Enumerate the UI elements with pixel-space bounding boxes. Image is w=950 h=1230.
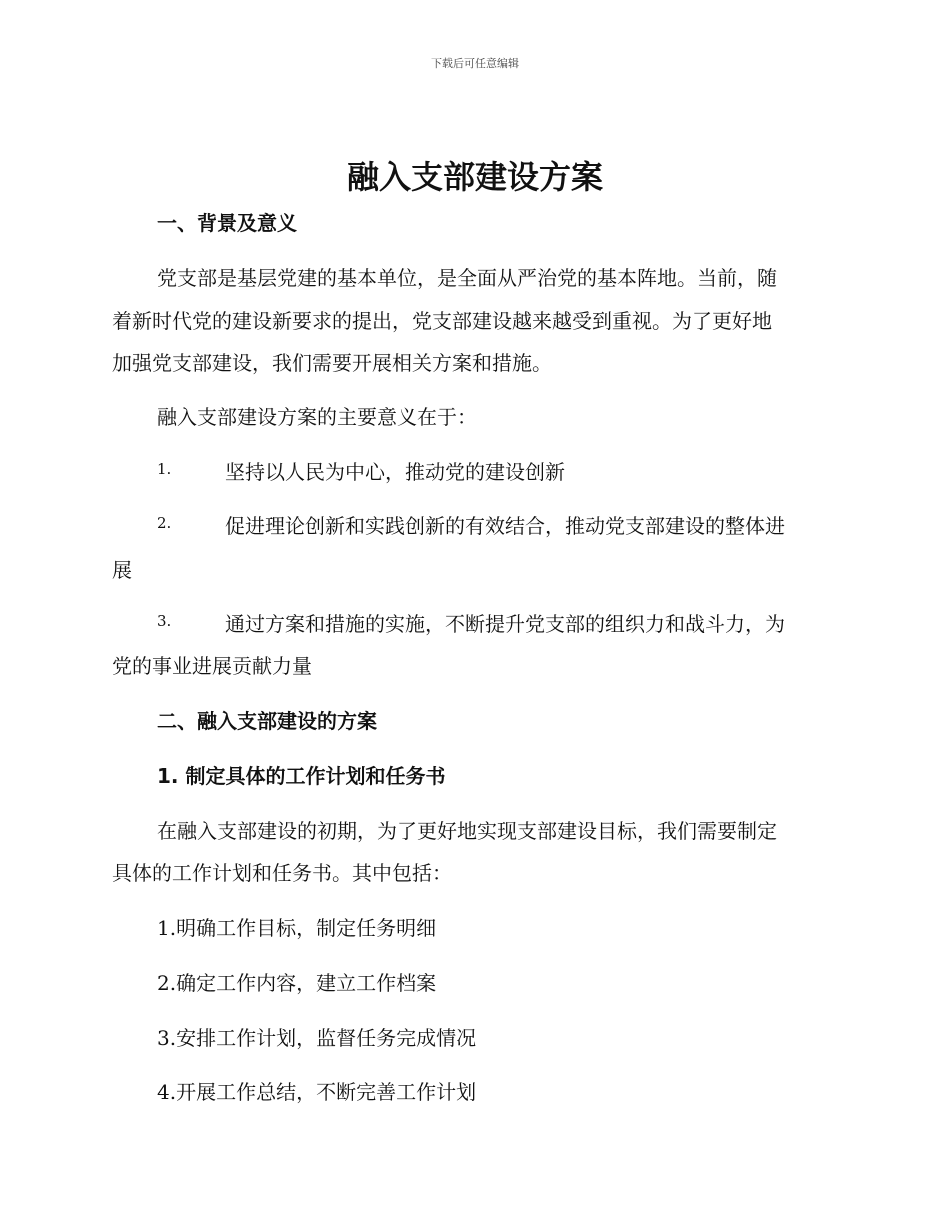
list-item-text: 通过方案和措施的实施，不断提升党支部的组织力和战斗力，为 [225,612,785,636]
list-item: 1.明确工作目标，制定任务明细 [157,916,437,940]
list-item: 2.确定工作内容，建立工作档案 [157,971,437,995]
paragraph-line: 党支部是基层党建的基本单位，是全面从严治党的基本阵地。当前，随 [157,266,777,290]
header-note: 下载后可任意编辑 [431,57,519,70]
list-item-number: 3. [157,612,172,630]
paragraph-line: 加强党支部建设，我们需要开展相关方案和措施。 [112,351,552,375]
document-title: 融入支部建设方案 [346,158,603,196]
list-item-number: 2. [157,514,172,532]
list-item: 4.开展工作总结，不断完善工作计划 [157,1080,477,1104]
paragraph-line: 在融入支部建设的初期，为了更好地实现支部建设目标，我们需要制定 [157,819,777,843]
subsection-heading: 1. 制定具体的工作计划和任务书 [157,764,446,788]
paragraph-line: 具体的工作计划和任务书。其中包括： [112,861,452,885]
list-item-text-continued: 展 [112,558,132,582]
list-item-text: 坚持以人民为中心，推动党的建设创新 [225,460,565,484]
list-item-number: 1. [157,460,172,478]
list-item-text: 促进理论创新和实践创新的有效结合，推动党支部建设的整体进 [225,514,785,538]
section-1-heading: 一、背景及意义 [157,211,297,235]
list-item-text-continued: 党的事业进展贡献力量 [112,654,312,678]
section-2-heading: 二、融入支部建设的方案 [157,709,377,733]
paragraph-line: 着新时代党的建设新要求的提出，党支部建设越来越受到重视。为了更好地 [112,309,772,333]
list-item: 3.安排工作计划，监督任务完成情况 [157,1026,477,1050]
paragraph-line: 融入支部建设方案的主要意义在于： [157,405,477,429]
